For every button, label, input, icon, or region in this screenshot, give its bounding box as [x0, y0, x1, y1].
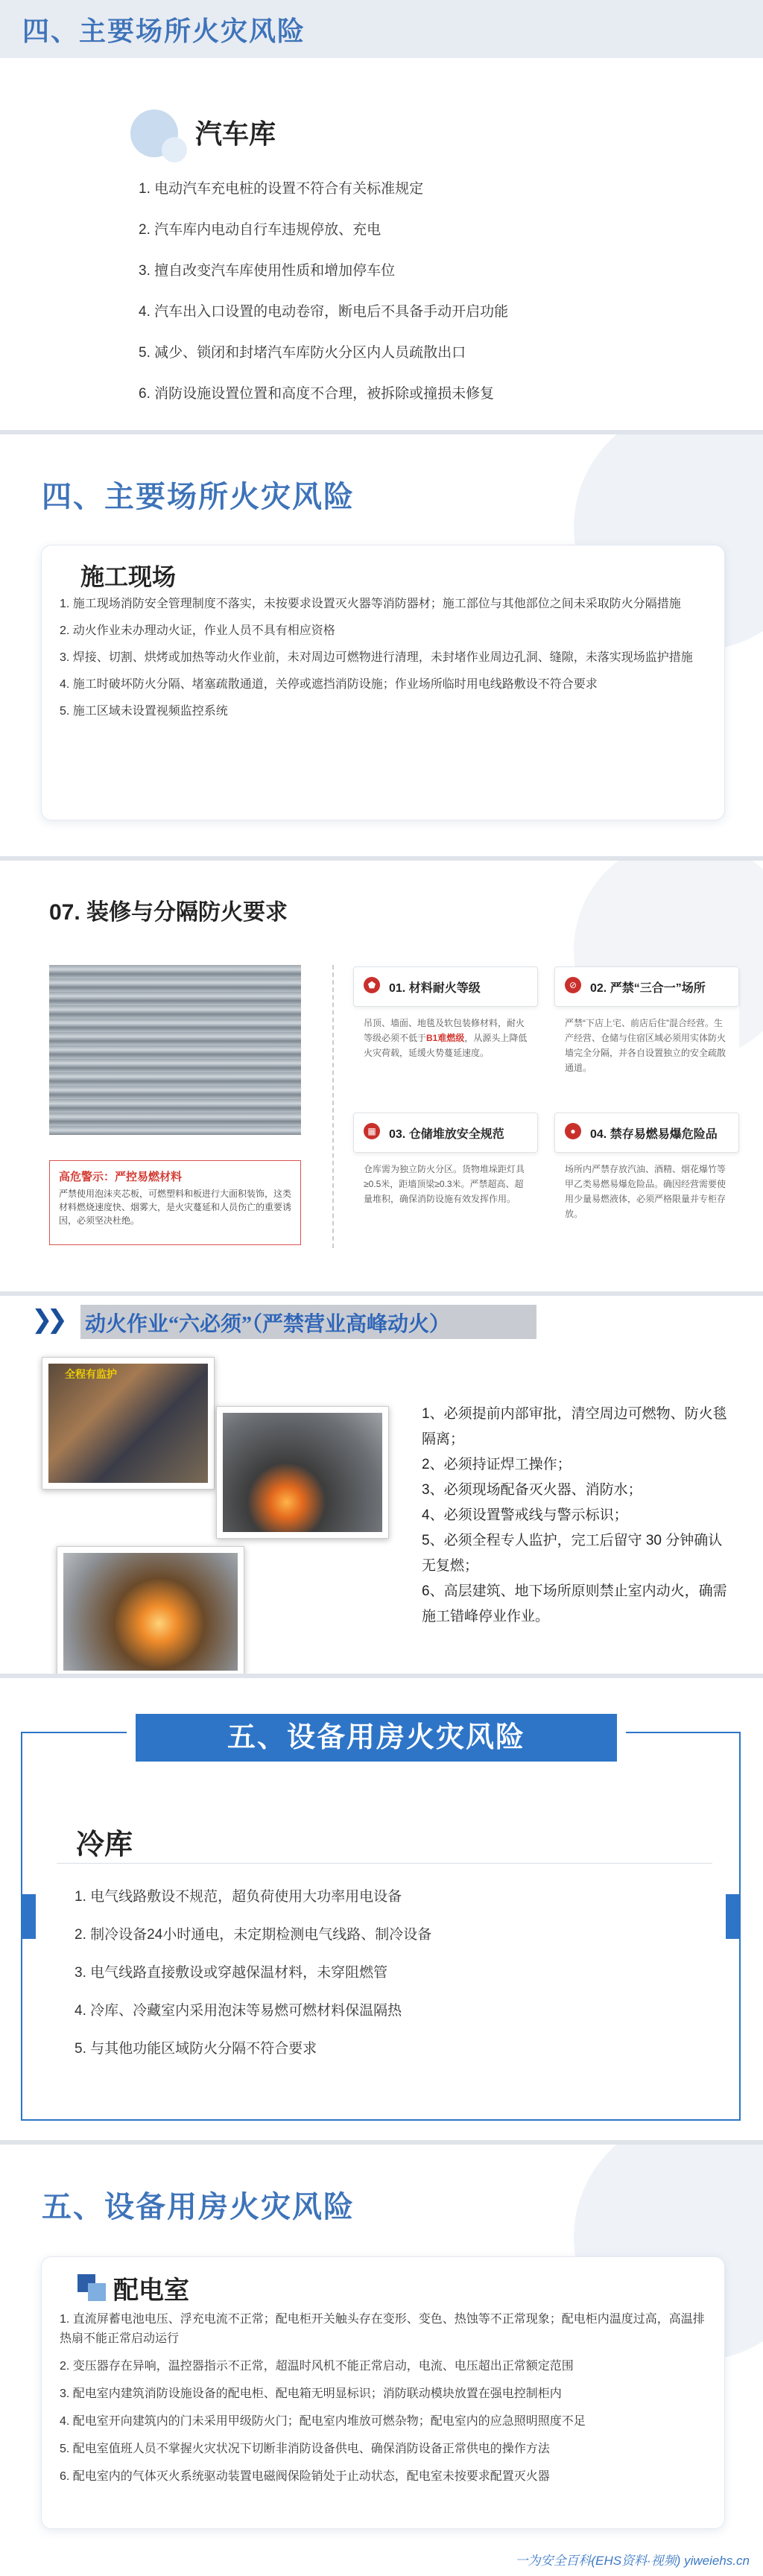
requirement-card [353, 1113, 538, 1254]
slide-hot-work [0, 1296, 763, 1674]
list-item: 6. 配电室内的气体灭火系统驱动装置电磁阀保险销处于止动状态，配电室未按要求配置灭火器 [60, 2470, 550, 2483]
list-item: 6. 消防设施设置位置和高度不合理，被拆除或撞损未修复 [139, 386, 495, 402]
list-item: 5、必须全程专人监护，完工后留守 30 分钟确认无复燃； [422, 1533, 723, 1574]
prohibited-icon: ⊘ [565, 977, 581, 993]
card-text: 仓库需为独立防火分区。货物堆垛距灯具≥0.5米，距墙顶梁≥0.3米。严禁超高、超量堆积，确保消防设施有效发挥作用。 [364, 1164, 525, 1204]
slide-title: 07. 装修与分隔防火要求 [49, 900, 288, 925]
welding-supervision-photo [42, 1357, 215, 1490]
list-item: 4、必须设置警戒线与警示标识； [422, 1507, 628, 1523]
photo-caption: 全程有监护 [65, 1368, 117, 1380]
welding-sparks-photo [57, 1546, 244, 1674]
card-title: 01. 材料耐火等级 [389, 982, 481, 995]
list-item: 5. 配电室值班人员不掌握火灾状况下切断非消防设备供电、确保消防设备正常供电的操作方法 [60, 2443, 550, 2455]
slide-title: 四、主要场所火灾风险 [42, 481, 355, 513]
flame-icon: ● [565, 1123, 581, 1139]
slide-garage [0, 0, 763, 430]
list-item: 1、必须提前内部审批，清空周边可燃物、防火毯隔离； [422, 1406, 727, 1447]
card-title: 04. 禁存易燃易爆危险品 [590, 1128, 718, 1141]
list-item: 2. 制冷设备24小时通电，未定期检测电气线路、制冷设备 [75, 1927, 432, 1943]
alert-text: 严禁使用泡沫夹芯板，可燃塑料和板进行大面积装饰，这类材料燃烧速度快、烟雾大，是火灾蔓延和人员伤亡的重要诱因，必须坚决杜绝。 [59, 1189, 292, 1226]
card-text: 严禁“下店上宅、前店后住”混合经营。生产经营、仓储与住宿区域必须用实体防火墙完全分隔，并各自设置独立的安全疏散通道。 [565, 1018, 726, 1073]
slide-title: 五、设备用房火灾风险 [136, 1714, 617, 1762]
list-item: 3. 电气线路直接敷设或穿越保温材料，未穿阻燃管 [75, 1965, 388, 1981]
list-item: 2. 变压器存在异响，温控器指示不正常，超温时风机不能正常启动，电流、电压超出正常额定范围 [60, 2360, 574, 2373]
section-subtitle: 汽车库 [195, 118, 276, 149]
alert-title: 高危警示：严控易燃材料 [59, 1171, 183, 1183]
list-item: 6、高层建筑、地下场所原则禁止室内动火，确需施工错峰停业作业。 [422, 1583, 727, 1624]
slide-cold-storage [0, 1678, 763, 2140]
list-item: 1. 施工现场消防安全管理制度不落实，未按要求设置灭火器等消防器材；施工部位与其他部位之间未采取防火分隔措施 [60, 598, 681, 610]
risk-list [139, 168, 508, 414]
divider [57, 1863, 712, 1864]
rule-list [422, 1402, 733, 1630]
list-item: 2. 动火作业未办理动火证，作业人员不具有相应资格 [60, 624, 335, 637]
risk-list [60, 2310, 715, 2495]
list-item: 4. 汽车出入口设置的电动卷帘，断电后不具备手动开启功能 [139, 304, 509, 320]
alert-box [49, 1160, 301, 1245]
card-text: 吊顶、墙面、地毯及软包装修材料，耐火等级必须不低于B1难燃级，从源头上降低火灾荷载，延缓火势蔓延速度。 [364, 1018, 528, 1058]
list-item: 5. 与其他功能区域防火分隔不符合要求 [75, 2041, 317, 2057]
list-item: 3. 擅自改变汽车库使用性质和增加停车位 [139, 263, 396, 279]
card-title: 03. 仓储堆放安全规范 [389, 1128, 504, 1141]
welding-photo [216, 1406, 389, 1539]
side-tab [726, 1894, 741, 1939]
list-item: 4. 施工时破坏防火分隔、堵塞疏散通道，关停或遮挡消防设施；作业场所临时用电线路敷设不符合要求 [60, 678, 598, 691]
sandwich-panel-photo [49, 965, 301, 1135]
chevron-right-icon: ❯❯ [31, 1306, 62, 1334]
card-title: 02. 严禁“三合一”场所 [590, 982, 706, 995]
list-item: 2. 汽车库内电动自行车违规停放、充电 [139, 222, 382, 238]
divider [332, 965, 334, 1248]
section-subtitle: 冷库 [76, 1829, 133, 1861]
list-item: 3. 焊接、切割、烘烤或加热等动火作业前，未对周边可燃物进行清理，未封堵作业周边孔洞、缝隙，未落实现场监护措施 [60, 651, 693, 664]
slide-construction-site [0, 434, 763, 856]
card-text: 场所内严禁存放汽油、酒精、烟花爆竹等甲乙类易燃易爆危险品。确因经营需要使用少量易燃液体，必须严格限量并专柜存放。 [565, 1164, 726, 1219]
decor-circle-small-icon [162, 137, 187, 162]
list-item: 3. 配电室内建筑消防设施设备的配电柜、配电箱无明显标识；消防联动模块放置在强电控制柜内 [60, 2387, 562, 2400]
requirement-card [554, 1113, 739, 1254]
list-item: 1. 电动汽车充电桩的设置不符合有关标准规定 [139, 181, 424, 197]
warehouse-icon: ▦ [364, 1123, 380, 1139]
slide-title: 五、设备用房火灾风险 [42, 2191, 355, 2224]
list-item: 2、必须持证焊工操作； [422, 1457, 572, 1472]
list-item: 4. 冷库、冷藏室内采用泡沫等易燃可燃材料保温隔热 [75, 2003, 402, 2019]
side-tab [21, 1894, 36, 1939]
slide-decoration-requirements [0, 861, 763, 1291]
list-item: 1. 直流屏蓄电池电压、浮充电流不正常；配电柜开关触头存在变形、变色、热蚀等不正常现象；配电柜内温度过高，高温排热扇不能正常启动运行 [60, 2313, 705, 2345]
slide-power-distribution-room [0, 2145, 763, 2576]
section-subtitle: 配电室 [113, 2276, 189, 2305]
list-item: 4. 配电室开向建筑内的门未采用甲级防火门；配电室内堆放可燃杂物；配电室内的应急照明照度不足 [60, 2415, 586, 2428]
list-item: 5. 减少、锁闭和封堵汽车库防火分区内人员疏散出口 [139, 345, 466, 361]
list-item: 1. 电气线路敷设不规范，超负荷使用大功率用电设备 [75, 1889, 402, 1905]
decor-square-icon [88, 2283, 106, 2301]
footer-watermark[interactable]: 一为安全百科(EHS资料·视频) yiweiehs.cn [515, 2554, 750, 2568]
slide-title: 动火作业“六必须”（严禁营业高峰动火） [85, 1313, 451, 1336]
requirement-card [554, 966, 739, 1108]
slide-title: 四、主要场所火灾风险 [22, 16, 306, 46]
requirement-card [353, 966, 538, 1108]
risk-list [60, 594, 708, 728]
list-item: 5. 施工区域未设置视频监控系统 [60, 705, 228, 718]
shield-icon: ⬟ [364, 977, 380, 993]
list-item: 3、必须现场配备灭火器、消防水； [422, 1482, 642, 1498]
section-subtitle: 施工现场 [80, 563, 177, 590]
risk-list [75, 1878, 431, 2068]
